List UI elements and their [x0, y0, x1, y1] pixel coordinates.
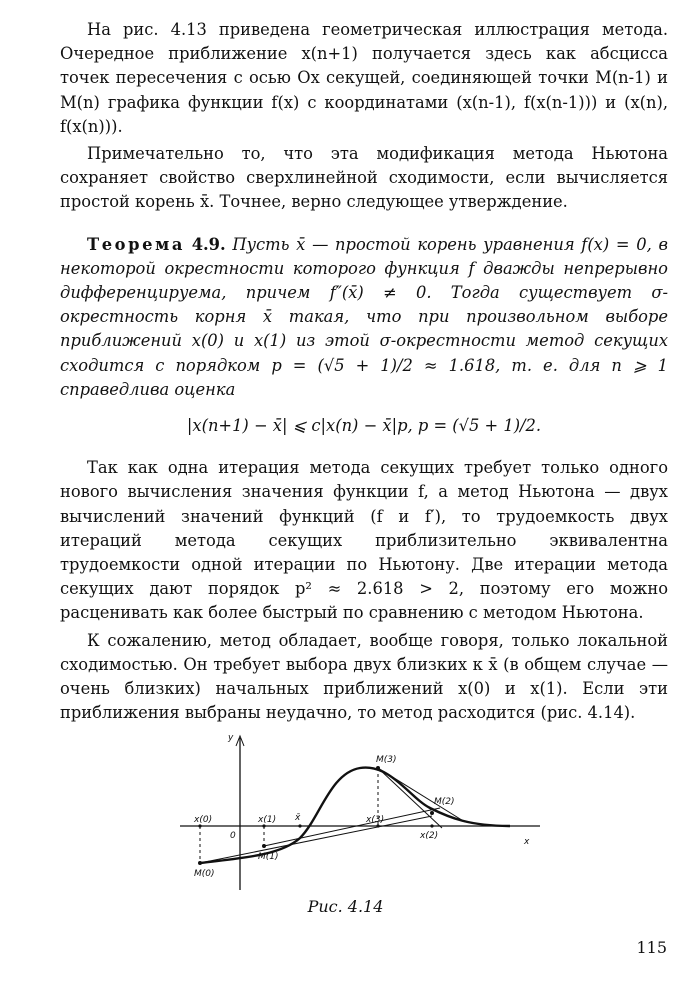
- label-x0: x(0): [194, 815, 213, 825]
- point-xbar: [298, 824, 301, 827]
- label-M2: M(2): [434, 797, 455, 807]
- label-M1: M(1): [258, 852, 279, 862]
- point-M3: [376, 766, 380, 770]
- secant-divergence-figure: [180, 718, 550, 893]
- paragraph-1: На рис. 4.13 приведена геометрическая иллюстрация метода. Очередное приближение x(n+1) получается здесь как абсцисса точек пересечения с осью Ox секущей, соединяющей точки M(n-1) и M(n) графика функции f(x) с координатами (x(n-1), f(x(n-1))) и (x(n), f(x(n))).: [60, 20, 668, 136]
- page-body: [60, 18, 668, 725]
- theorem-block: [60, 233, 668, 402]
- label-x1: x(1): [258, 815, 277, 825]
- figure-caption: Рис. 4.14: [307, 897, 384, 916]
- label-x: x: [524, 837, 530, 847]
- paragraph-4: К сожалению, метод обладает, вообще говоря, только локальной сходимостью. Он требует выбора двух близких к x̄ (в общем случае — очень близких) начальных приближений x(0) и x(1). Если эти приближения выбраны неудачно, то метод расходится (рис. 4.14).: [60, 630, 668, 723]
- label-M0: M(0): [194, 869, 215, 879]
- paragraph-3: Так как одна итерация метода секущих требует только одного нового вычисления значения функции f, а метод Ньютона — двух вычислений значений функций (f и f′), то трудоемкость двух итераций метода секущих приблизительно эквивалентна трудоемкости одной итерации по Ньютону. Две итерации метода секущих дают порядок p² ≈ 2.618 > 2, поэтому его можно расценивать как более быстрый по сравнению с методом Ньютона.: [60, 458, 668, 623]
- label-origin: 0: [230, 831, 236, 841]
- paragraph-2: Примечательно то, что эта модификация метода Ньютона сохраняет свойство сверхлинейной сходимости, если вычисляется простой корень x̄. Точнее, верно следующее утверждение.: [60, 144, 668, 212]
- point-M0: [198, 861, 202, 865]
- theorem-text: Пусть x̄ — простой корень уравнения f(x) = 0, в некоторой окрестности которого функция f дважды непрерывно дифференцируема, причем f″(x̄) ≠ 0. Тогда существует σ-окрестность корня x̄ такая, что при произвольном выборе приближений x(0) и x(1) из этой σ-окрестности метод секущих сходится с порядком p = (√5 + 1)/2 ≈ 1.618, т. е. для n ⩾ 1 справедлива оценка: [60, 234, 668, 399]
- label-x3: x(3): [366, 815, 385, 825]
- label-xbar: x̄: [295, 813, 301, 823]
- estimate-formula: |x(n+1) − x̄| ⩽ c|x(n) − x̄|p, p = (√5 + 1)/2.: [186, 416, 542, 436]
- point-x2: [430, 824, 433, 827]
- theorem-number: 4.9.: [191, 234, 226, 254]
- point-M2: [430, 811, 434, 815]
- label-M3: M(3): [376, 755, 397, 765]
- secant-M3-far: [378, 768, 465, 822]
- label-x2: x(2): [420, 831, 439, 841]
- function-curve: [200, 768, 510, 863]
- page-number: 115: [636, 938, 667, 957]
- secant-M1-M2: [264, 808, 440, 846]
- label-y: y: [228, 733, 234, 743]
- theorem-heading: Теорема: [87, 234, 185, 254]
- point-M1: [262, 844, 266, 848]
